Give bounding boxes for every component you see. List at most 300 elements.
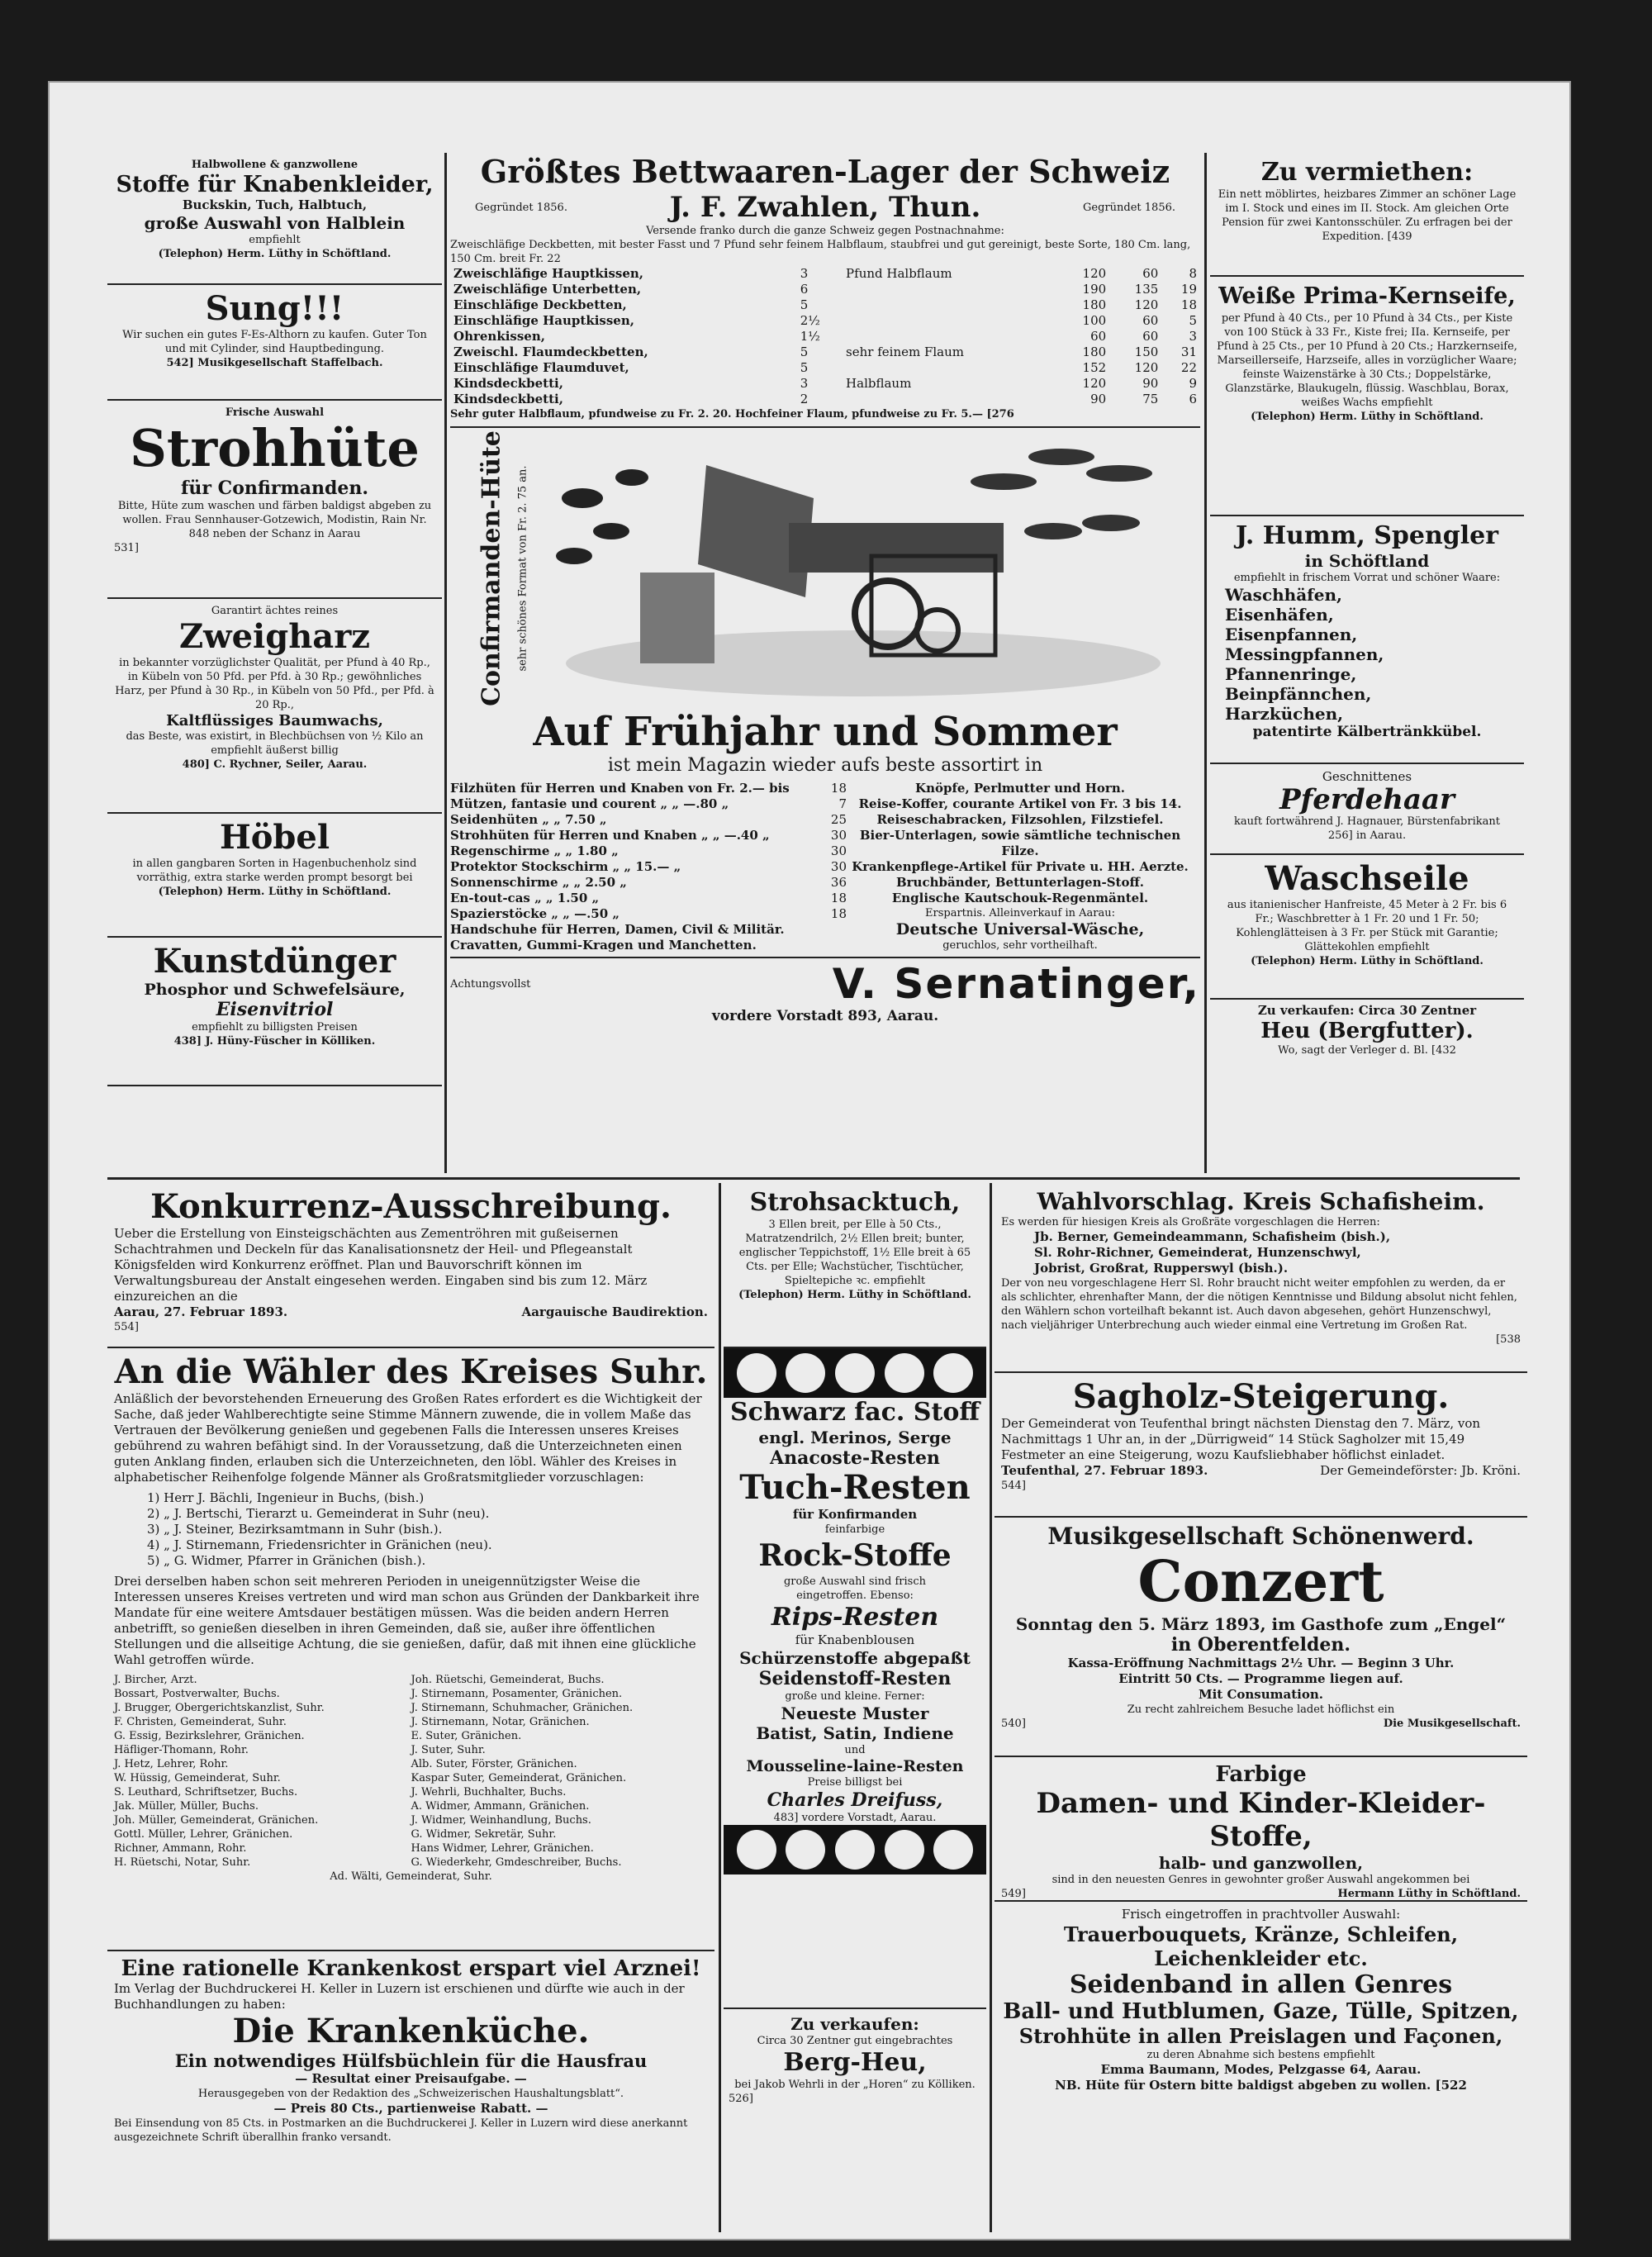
ad-line: große Auswahl von Halblein xyxy=(144,213,406,233)
signer-name: F. Christen, Gemeinderat, Suhr. xyxy=(114,1716,287,1728)
bettwaaren-cell xyxy=(843,329,1057,344)
item-line: Englische Kautschouk-Regenmäntel. xyxy=(891,891,1149,905)
item-label: Strohhüten für Herren und Knaben „ „ —.40 „ xyxy=(450,828,770,843)
ad-number: 549] xyxy=(1001,1888,1026,1900)
ad-line: patentirte Kälbertränkkübel. xyxy=(1252,724,1482,740)
bettwaaren-foot: Sehr guter Halbflaum, pfundweise zu Fr. 2. 20. Hochfeiner Flaum, pfundweise zu Fr. 5.— [276 xyxy=(450,408,1014,421)
ad-body: in bekannter vorzüglichster Qualität, per Pfund à 40 Rp., in Kübeln von 50 Pfd. per Pfd. à 30 Rp.; gewöhnliches Harz, per Pfund à 30 Rp., in Kübeln von 50 Pfd., per Pfd. à 20 Rp., xyxy=(115,657,434,711)
ad-line: Mit Consumation. xyxy=(1198,1687,1323,1702)
bettwaaren-row xyxy=(450,392,1200,407)
humm-item: Messingpfannen, xyxy=(1225,644,1384,664)
item-value: 36 xyxy=(830,875,847,890)
ad-footer: (Telephon) Herm. Lüthy in Schöftland. xyxy=(1251,411,1483,423)
ad-line: Frisch eingetroffen in prachtvoller Auswahl: xyxy=(1121,1907,1401,1922)
ad-pferdehaar xyxy=(1210,764,1524,855)
signer-name: Joh. Müller, Gemeinderat, Gränichen. xyxy=(114,1814,319,1827)
bettwaaren-cell: 180 xyxy=(1082,297,1107,312)
ad-sign: Die Musikgesellschaft. xyxy=(1383,1718,1521,1730)
bettwaaren-row xyxy=(450,313,1200,329)
signer-name: Alb. Suter, Förster, Gränichen. xyxy=(411,1758,577,1770)
bettwaaren-cell: 120 xyxy=(1134,297,1159,312)
ad-sign: Der Gemeindeförster: Jb. Kröni. xyxy=(1320,1463,1521,1478)
bettwaaren-table xyxy=(450,266,1200,407)
item-line xyxy=(450,891,847,906)
wasche-sub: geruchlos, sehr vortheilhaft. xyxy=(942,939,1098,952)
ad-line: Sonntag den 5. März 1893, im Gasthofe zum „Engel“ xyxy=(1015,1614,1507,1634)
ad-line: und xyxy=(844,1744,866,1756)
ad-line: empfiehlt xyxy=(249,234,301,246)
ad-strohhuete xyxy=(107,401,442,599)
ad-line: 483] vordere Vorstadt, Aarau. xyxy=(773,1812,937,1824)
ad-line: Kassa-Eröffnung Nachmittags 2½ Uhr. — Beginn 3 Uhr. xyxy=(1067,1656,1455,1670)
ad-bergheu xyxy=(724,2009,986,2111)
ad-sign: Hermann Lüthy in Schöftland. xyxy=(1337,1888,1521,1900)
ad-line: Zu recht zahlreichem Besuche ladet höflichst ein xyxy=(1127,1703,1395,1716)
ad-footer: 438] J. Hüny-Füscher in Kölliken. xyxy=(173,1035,376,1048)
ad-heading: Strohhüte xyxy=(130,418,420,478)
ad-heu xyxy=(1210,1000,1524,1061)
humm-item: Pfannenringe, xyxy=(1225,664,1357,684)
ad-heading: Kunstdünger xyxy=(153,942,396,981)
signer-address: vordere Vorstadt 893, Aarau. xyxy=(711,1008,939,1024)
ad-conzert xyxy=(995,1518,1527,1757)
bettwaaren-row xyxy=(450,297,1200,313)
ad-line: Strohhüte in allen Preislagen und Façonen, xyxy=(1018,2024,1503,2048)
ad-heading: Sagholz-Steigerung. xyxy=(1072,1377,1450,1416)
ad-hoebel xyxy=(107,814,442,938)
candidate-line: Sl. Rohr-Richner, Gemeinderat, Hunzenschwyl, xyxy=(1034,1245,1361,1260)
signer-name: Hans Widmer, Lehrer, Gränichen. xyxy=(411,1842,594,1855)
firm-name: J. F. Zwahlen, Thun. xyxy=(669,191,981,224)
item-line: Bruchbänder, Bettunterlagen-Stoff. xyxy=(895,875,1145,890)
ad-sagholz xyxy=(995,1373,1527,1518)
bettwaaren-cell: Pfund Halbflaum xyxy=(846,266,952,281)
signer-name: Joh. Rüetschi, Gemeinderat, Buchs. xyxy=(411,1674,605,1686)
ad-body: empfiehlt zu billigsten Preisen xyxy=(192,1021,358,1033)
bettwaaren-cell: 90 xyxy=(1090,392,1107,406)
bettwaaren-cell: Zweischl. Flaumdeckbetten, xyxy=(453,344,648,359)
signer-name: Gottl. Müller, Lehrer, Gränichen. xyxy=(114,1828,293,1841)
ad-krankenkueche xyxy=(107,1951,714,2216)
ad-heading: Waschseile xyxy=(1265,859,1469,898)
ad-sung xyxy=(107,285,442,401)
ad-body: per Pfund à 40 Cts., per 10 Pfund à 34 Cts., per Kiste von 100 Stück à 33 Fr., Kiste frei; IIa. Kernseife, per Pfund à 25 Cts., per 10 Pfund à 20 Cts.; Harzkernseife, Marseillerseife, Harzseife, alles in vorzüglicher Waare; feinste Waizenstärke à 30 Cts.; Doppelstärke, Glanzstärke, Blaukugeln, flüssig. Waschblau, Borax, weißes Wachs empfiehlt xyxy=(1217,312,1517,409)
bottom-right-column xyxy=(995,1183,1527,2232)
items-right xyxy=(847,781,1194,953)
ad-body: Wir suchen ein gutes F-Es-Althorn zu kaufen. Guter Ton und mit Cylinder, sind Hauptbedingung. xyxy=(122,329,427,355)
ad-line: Schwarz fac. Stoff xyxy=(730,1398,980,1427)
signer-name: J. Suter, Suhr. xyxy=(411,1744,486,1756)
ad-body: 3 Ellen breit, per Elle à 50 Cts., Matratzendrilch, 2½ Ellen breit; bunter, englischer Teppichstoff, 1½ Elle breit à 65 Cts. per Elle; Wachstücher, Tischtücher, Spieltepiche ꝛc. empfiehlt xyxy=(738,1219,971,1287)
ad-heading: Zu verkaufen: xyxy=(790,2014,919,2034)
candidate-line: 5) „ G. Widmer, Pfarrer in Gränichen (bish.). xyxy=(147,1553,426,1568)
bettwaaren-cell: 60 xyxy=(1142,313,1159,328)
bettwaaren-cell: Ohrenkissen, xyxy=(453,329,545,344)
bettwaaren-cell: 3 xyxy=(800,376,809,391)
ad-heading: Eine rationelle Krankenkost erspart viel Arznei! xyxy=(121,1956,701,1981)
bettwaaren-cell: 8 xyxy=(1189,266,1197,281)
column-rule xyxy=(1204,153,1207,1173)
ad-zweigharz xyxy=(107,599,442,814)
signer-name: G. Essig, Bezirkslehrer, Gränichen. xyxy=(114,1730,305,1742)
bettwaaren-cell: 2½ xyxy=(800,313,820,328)
ad-sub2: — Resultat einer Preisaufgabe. — xyxy=(295,2071,527,2086)
bettwaaren-cell: 9 xyxy=(1189,376,1197,391)
ad-body: Bitte, Hüte zum waschen und färben baldigst abgeben zu wollen. Frau Sennhauser-Gotzewich, Modistin, Rain Nr. 848 neben der Schanz in Aarau xyxy=(117,500,432,540)
ad-heading: Musikgesellschaft Schönenwerd. xyxy=(1047,1523,1474,1550)
founded-right: Gegründet 1856. xyxy=(1083,201,1175,214)
bettwaaren-cell: 6 xyxy=(800,282,809,297)
signer-last: Ad. Wälti, Gemeinderat, Suhr. xyxy=(330,1870,492,1883)
ad-footer: bei Jakob Wehrli in der „Horen“ zu Kölliken. xyxy=(734,2079,976,2091)
bettwaaren-cell xyxy=(843,297,1057,313)
signer-name: Jak. Müller, Müller, Buchs. xyxy=(114,1800,259,1813)
ad-price: — Preis 80 Cts., partienweise Rabatt. — xyxy=(273,2101,548,2116)
item-line xyxy=(450,828,847,843)
signer-name: J. Wehrli, Buchhalter, Buchs. xyxy=(411,1786,567,1798)
ad-subheading: Heu (Bergfutter). xyxy=(1260,1019,1474,1043)
fruehjahr-headline: Auf Frühjahr und Sommer xyxy=(533,709,1118,755)
ad-trauerbouquets xyxy=(995,1902,1527,2098)
ad-body: Im Verlag der Buchdruckerei H. Keller in Luzern ist erschienen und dürfte wie auch in der Buchhandlungen zu haben: xyxy=(114,1981,685,2012)
signer-name: S. Leuthard, Schriftsetzer, Buchs. xyxy=(114,1786,298,1798)
signer-name: G. Wiederkehr, Gmdeschreiber, Buchs. xyxy=(411,1856,622,1869)
bettwaaren-row xyxy=(450,266,1200,282)
ad-body: Bei Einsendung von 85 Cts. in Postmarken an die Buchdruckerei J. Keller in Luzern wird diese anerkannt ausgezeichnete Schrift überallhin franko versandt. xyxy=(114,2117,688,2144)
ad-line: Eintritt 50 Cts. — Programme liegen auf. xyxy=(1118,1671,1403,1686)
candidate-line: 1) Herr J. Bächli, Ingenieur in Buchs, (bish.) xyxy=(147,1490,425,1505)
item-value: 18 xyxy=(830,781,847,796)
bettwaaren-cell: Einschläfige Deckbetten, xyxy=(453,297,627,312)
center-column xyxy=(450,153,1200,1173)
bettwaaren-cell: Kindsdeckbetti, xyxy=(453,376,563,391)
bettwaaren-intro: Versende franko durch die ganze Schweiz gegen Postnachnahme: xyxy=(646,225,1004,237)
item-line: Cravatten, Gummi-Kragen und Manchetten. xyxy=(450,938,757,953)
bettwaaren-row xyxy=(450,344,1200,360)
signer-name: J. Stirnemann, Notar, Gränichen. xyxy=(411,1716,590,1728)
ad-footer: Wo, sagt der Verleger d. Bl. [432 xyxy=(1278,1044,1456,1057)
ad-line: Buckskin, Tuch, Halbtuch, xyxy=(182,197,368,212)
ad-body: Der Gemeinderat von Teufenthal bringt nächsten Dienstag den 7. März, von Nachmittags 1 Uhr an, in der „Dürrigweid“ 14 Stück Sagholzer mit 15,49 Festmeter an eine Steigerung, wozu Kaufsliebhaber höflichst einladet. xyxy=(1001,1416,1481,1462)
ad-body: Anläßlich der bevorstehenden Erneuerung des Großen Rates erfordert es die Wichtigkeit der Sache, daß jeder Wahlberechtigte seine Stimme Männern zuwende, die in vollem Maße das Vertrauen der Bevölkerung genießen und gegebenen Falls die Interessen unseres Kreises gebührend zu wahren befähigt sind. In der Voraussetzung, daß die Unterzeichneten einen guten Anklang finden, erlauben sich die Unterzeichneten, den löbl. Wähler des Kreises in alphabetischer Reihenfolge folgende Männer als Großratsmitglieder vorzuschlagen: xyxy=(114,1391,702,1485)
item-line xyxy=(450,843,847,859)
item-line xyxy=(450,875,847,891)
bettwaaren-cell: 60 xyxy=(1090,329,1107,344)
ad-subheading: Kaltflüssiges Baumwachs, xyxy=(166,712,383,729)
bettwaaren-cell: 31 xyxy=(1180,344,1197,359)
ad-body: Es werden für hiesigen Kreis als Großräte vorgeschlagen die Herren: xyxy=(1001,1216,1380,1228)
bettwaaren-cell: 150 xyxy=(1134,344,1159,359)
ad-subheading: für Confirmanden. xyxy=(180,478,369,499)
signer-name: H. Rüetschi, Notar, Suhr. xyxy=(114,1856,251,1869)
ad-line: Geschnittenes xyxy=(1322,769,1412,784)
candidate-line: 4) „ J. Stirnemann, Friedensrichter in Gränichen (neu). xyxy=(147,1537,492,1552)
ad-big: Berg-Heu, xyxy=(783,2048,927,2077)
signer-name: E. Suter, Gränichen. xyxy=(411,1730,522,1742)
bettwaaren-cell xyxy=(843,282,1057,297)
item-value: 18 xyxy=(830,891,847,905)
ad-footer: (Telephon) Herm. Lüthy in Schöftland. xyxy=(738,1289,971,1301)
bettwaaren-cell: 120 xyxy=(1082,376,1107,391)
bettwaaren-cell: Einschläfige Hauptkissen, xyxy=(453,313,634,328)
bottom-middle-column xyxy=(724,1183,986,2232)
item-label: En-tout-cas „ „ 1.50 „ xyxy=(450,891,600,905)
right-column xyxy=(1210,153,1524,1173)
item-value: 7 xyxy=(838,796,847,811)
signer-name: A. Widmer, Ammann, Gränichen. xyxy=(411,1800,590,1813)
candidate-line: Jb. Berner, Gemeindeammann, Schafisheim (bish.), xyxy=(1034,1229,1391,1244)
bettwaaren-cell: 135 xyxy=(1134,282,1159,297)
ad-number: 554] xyxy=(114,1321,139,1333)
item-label: Protektor Stockschirm „ „ 15.— „ xyxy=(450,859,681,874)
ad-line: Schürzenstoffe abgepaßt xyxy=(739,1648,971,1668)
bettwaaren-row xyxy=(450,282,1200,297)
ad-heading: Stoffe für Knabenkleider, xyxy=(116,172,434,197)
signer-name: G. Widmer, Sekretär, Suhr. xyxy=(411,1828,557,1841)
item-value: 30 xyxy=(830,843,847,858)
ad-line: Seidenstoff-Resten xyxy=(758,1668,952,1689)
ad-footer: (Telephon) Herm. Lüthy in Schöftland. xyxy=(1251,955,1483,967)
candidate-line: Jobrist, Großrat, Rupperswyl (bish.). xyxy=(1034,1261,1289,1276)
bettwaaren-cell: 60 xyxy=(1142,266,1159,281)
ad-body: Der von neu vorgeschlagene Herr Sl. Rohr braucht nicht weiter empfohlen zu werden, da er als schlichter, ehrenhafter Mann, der die nötigen Kenntnisse und Bildung absolut nicht fehlen, den Wählern schon vorteilhaft bekannt ist. Auch davon abgesehen, gehört Hunzenschwyl, nach vieljähriger Unterbrechung auch wieder einmal eine Vertretung im Großen Rat. xyxy=(1001,1277,1517,1332)
ad-number: [538 xyxy=(1496,1333,1521,1346)
ad-number: 544] xyxy=(1001,1480,1026,1492)
ad-line: für Konfirmanden xyxy=(792,1507,918,1522)
humm-item: Beinpfännchen, xyxy=(1225,684,1372,704)
item-label: Mützen, fantasie und courent „ „ —.80 „ xyxy=(450,796,729,811)
bettwaaren-cell: 5 xyxy=(800,297,809,312)
item-line: Knöpfe, Perlmutter und Horn. xyxy=(915,781,1125,796)
bettwaaren-cell: Zweischläfige Unterbetten, xyxy=(453,282,642,297)
bettwaaren-cell xyxy=(843,360,1057,376)
item-label: Regenschirme „ „ 1.80 „ xyxy=(450,843,619,858)
achtung: Achtungsvollst xyxy=(450,977,531,991)
signer: V. Sernatinger, xyxy=(832,960,1200,1008)
candidate-line: 2) „ J. Bertschi, Tierarzt u. Gemeinderat in Suhr (neu). xyxy=(147,1506,490,1521)
item-line xyxy=(450,796,847,812)
bettwaaren-cell: 1½ xyxy=(800,329,820,344)
confirmanden-vertical xyxy=(450,428,533,709)
humm-item: Harzküchen, xyxy=(1225,704,1344,724)
ad-line: zu deren Abnahme sich bestens empfiehlt xyxy=(1146,2049,1375,2061)
column-rule xyxy=(444,153,447,1173)
ad-nb: NB. Hüte für Ostern bitte baldigst abgeben zu wollen. [522 xyxy=(1055,2078,1467,2093)
ad-subheading: Eisenvitriol xyxy=(216,999,334,1020)
ad-kunstduenger xyxy=(107,938,442,1086)
ad-place: Teufenthal, 27. Februar 1893. xyxy=(1001,1463,1208,1478)
ad-footer: 542] Musikgesellschaft Staffelbach. xyxy=(166,357,383,369)
ad-sign: Aargauische Baudirektion. xyxy=(521,1304,708,1319)
ad-line: Anacoste-Resten xyxy=(770,1447,940,1469)
signer-name: Bossart, Postverwalter, Buchs. xyxy=(114,1688,280,1700)
item-label: Filzhüten für Herren und Knaben von Fr. 2.— bis xyxy=(450,781,790,796)
ad-body: aus itanienischer Hanfreiste, 45 Meter à 2 Fr. bis 6 Fr.; Waschbretter à 1 Fr. 20 und 1 Fr. 50; Kohlenglätteisen à 3 Fr. per Stück mit Garantie; Glättekohlen empfiehlt xyxy=(1227,899,1507,953)
ad-line: in Oberentfelden. xyxy=(1170,1634,1351,1656)
bettwaaren-cell: 100 xyxy=(1082,313,1107,328)
ad-heading: J. Humm, Spengler xyxy=(1235,521,1499,550)
ad-heading: Strohsacktuch, xyxy=(749,1188,961,1217)
ad-line: Rock-Stoffe xyxy=(758,1538,952,1573)
ad-subheading: Phosphor und Schwefelsäure, xyxy=(144,981,406,999)
bettwaaren-cell: 5 xyxy=(1189,313,1197,328)
bettwaaren-cell: sehr feinem Flaum xyxy=(846,344,965,359)
items-left xyxy=(450,781,847,953)
ad-footer: (Telephon) Herm. Lüthy in Schöftland. xyxy=(158,248,392,260)
bettwaaren-cell xyxy=(843,313,1057,329)
ad-line: Garantirt ächtes reines xyxy=(211,605,339,617)
item-line xyxy=(450,906,847,922)
item-value: 30 xyxy=(830,859,847,874)
ad-place: Aarau, 27. Februar 1893. xyxy=(114,1304,288,1319)
ad-humm xyxy=(1210,516,1524,764)
bettwaaren-cell: 2 xyxy=(800,392,809,406)
ad-strohsacktuch xyxy=(724,1183,986,1348)
bettwaaren-cell: 3 xyxy=(1189,329,1197,344)
ad-line: engl. Merinos, Serge xyxy=(758,1428,952,1447)
ad-footer: 480] C. Rychner, Seiler, Aarau. xyxy=(182,758,368,771)
signer-name: J. Bircher, Arzt. xyxy=(114,1674,197,1686)
bettwaaren-cell: 190 xyxy=(1082,282,1107,297)
section-rule xyxy=(107,1177,1520,1180)
item-label: Spazierstöcke „ „ —.50 „ xyxy=(450,906,620,921)
ad-kernseife xyxy=(1210,277,1524,516)
ad-heading: Sung!!! xyxy=(205,289,344,328)
item-line: Handschuhe für Herren, Damen, Civil & Militär. xyxy=(450,922,785,937)
ad-dreifuss xyxy=(724,1348,986,2009)
left-column xyxy=(107,153,442,1161)
ad-line: Rips-Resten xyxy=(771,1603,939,1632)
bettwaaren-cell: Kindsdeckbetti, xyxy=(453,392,563,406)
ad-subheading: in Schöftland xyxy=(1304,551,1430,571)
bettwaaren-cell xyxy=(843,392,1057,407)
bettwaaren-intro2: Zweischläfige Deckbetten, mit bester Fasst und 7 Pfund sehr feinem Halbflaum, staubfrei und gut gereinigt, beste Sorte, 180 Cm. lang, 150 Cm. breit Fr. 22 xyxy=(450,239,1191,265)
hat-machine-illustration xyxy=(541,432,1185,705)
humm-item: Waschhäfen, xyxy=(1225,585,1342,605)
signer-name: Häfliger-Thomann, Rohr. xyxy=(114,1744,249,1756)
ad-line: Seidenband in allen Genres xyxy=(1069,1970,1453,1999)
ad-big: Conzert xyxy=(1137,1549,1384,1615)
ad-heading: Damen- und Kinder-Kleider-Stoffe, xyxy=(1036,1787,1486,1853)
ad-body: Drei derselben haben schon seit mehreren Perioden in uneigennützigster Weise die Interessen unseres Kreises vertreten und wird man schon aus Gründen der Dankbarkeit ihre Mandate für eine weitere Amtsdauer bestätigen müssen. Was die beiden andern Herren anbetrifft, so genießen dieselben in ihren Gemeinden, daß sie, außer ihre öffentlichen Stellungen und die allseitige Achtung, die sie genießen, dafür, daß mit ihnen eine glückliche Wahl getroffen würde. xyxy=(114,1574,700,1667)
bettwaaren-cell: 5 xyxy=(800,344,809,359)
bettwaaren-row xyxy=(450,376,1200,392)
signer-name: Kaspar Suter, Gemeinderat, Gränichen. xyxy=(411,1772,627,1784)
signer-name: W. Hüssig, Gemeinderat, Suhr. xyxy=(114,1772,281,1784)
ad-line: Trauerbouquets, Kränze, Schleifen, Leichenkleider etc. xyxy=(1063,1922,1459,1970)
ad-heading: Konkurrenz-Ausschreibung. xyxy=(150,1187,672,1226)
ad-heading: An die Wähler des Kreises Suhr. xyxy=(114,1352,708,1391)
ad-line: Mousseline-laine-Resten xyxy=(746,1757,964,1775)
bettwaaren-cell: 5 xyxy=(800,360,809,375)
signer-name: J. Stirnemann, Posamenter, Gränichen. xyxy=(411,1688,623,1700)
founded-left: Gegründet 1856. xyxy=(475,201,567,214)
ad-line: feinfarbige xyxy=(824,1523,885,1536)
column-rule xyxy=(719,1183,721,2232)
bettwaaren-cell: 19 xyxy=(1180,282,1197,297)
humm-item: Eisenpfannen, xyxy=(1225,625,1358,644)
ad-number: 531] xyxy=(114,542,139,554)
ad-knabenkleider xyxy=(107,153,442,285)
ad-body: Ein nett möblirtes, heizbares Zimmer an schöner Lage im I. Stock und eines im II. Stock. Am gleichen Orte Pension für zwei Kantonsschüler. Zu erfragen bei der Expedition. [439 xyxy=(1218,188,1517,243)
ad-body: sind in den neuesten Genres in gewohnter großer Auswahl angekommen bei xyxy=(1051,1874,1470,1886)
bettwaaren-cell: 90 xyxy=(1142,376,1159,391)
ad-body: Circa 30 Zentner gut eingebrachtes xyxy=(757,2035,953,2047)
bettwaaren-cell: 60 xyxy=(1142,329,1159,344)
item-line: Reise-Koffer, courante Artikel von Fr. 3 bis 14. xyxy=(858,796,1182,811)
ad-line: große und kleine. Ferner: xyxy=(785,1690,925,1703)
item-label: Seidenhüten „ „ 7.50 „ xyxy=(450,812,607,827)
bettwaaren-cell: 3 xyxy=(800,266,809,281)
ad-footer: 256] in Aarau. xyxy=(1327,829,1407,842)
ad-line: Preise billigst bei xyxy=(807,1776,903,1789)
item-value: 18 xyxy=(830,906,847,921)
ad-konkurrenz xyxy=(107,1183,714,1348)
column-rule xyxy=(990,1183,992,2232)
ad-number: 540] xyxy=(1001,1718,1026,1730)
item-line: Reiseschabracken, Filzsohlen, Filzstiefel. xyxy=(876,812,1164,827)
ad-body: das Beste, was existirt, in Blechbüchsen von ½ Kilo an empfiehlt äußerst billig xyxy=(126,730,424,757)
item-value: 30 xyxy=(830,828,847,843)
bettwaaren-cell: 152 xyxy=(1082,360,1107,375)
ad-line: Neueste Muster xyxy=(781,1703,929,1723)
ad-line: große Auswahl sind frisch eingetroffen. Ebenso: xyxy=(783,1575,926,1602)
bettwaaren-cell: Einschläfige Flaumduvet, xyxy=(453,360,629,375)
item-label: Sonnenschirme „ „ 2.50 „ xyxy=(450,875,627,890)
bettwaaren-cell: 18 xyxy=(1180,297,1197,312)
ad-heading: Zweigharz xyxy=(178,617,371,656)
signer-name: J. Stirnemann, Schuhmacher, Gränichen. xyxy=(411,1702,634,1714)
ad-heading: Zu vermiethen: xyxy=(1260,158,1474,187)
ad-book: Die Krankenküche. xyxy=(232,2012,590,2050)
vertical-sub: sehr schönes Format von Fr. 2. 75 an. xyxy=(516,465,529,672)
signer-name: Richner, Ammann, Rohr. xyxy=(114,1842,247,1855)
ad-heading: Zu verkaufen: Circa 30 Zentner xyxy=(1257,1003,1477,1018)
candidate-line: 3) „ J. Steiner, Bezirksamtmann in Suhr (bish.). xyxy=(147,1522,443,1537)
decorative-dots xyxy=(724,1825,986,1874)
bettwaaren-cell: 120 xyxy=(1134,360,1159,375)
ad-vermiethen xyxy=(1210,153,1524,277)
wasche: Deutsche Universal-Wäsche, xyxy=(895,920,1145,938)
ad-waehler-suhr xyxy=(107,1348,714,1951)
ad-footer: (Telephon) Herm. Lüthy in Schöftland. xyxy=(158,886,392,898)
ad-heading: Höbel xyxy=(219,818,330,857)
newspaper-page xyxy=(50,83,1569,2239)
item-line xyxy=(450,812,847,828)
bettwaaren-row xyxy=(450,360,1200,376)
ad-line: Tuch-Resten xyxy=(739,1468,971,1507)
signer-name: J. Hetz, Lehrer, Rohr. xyxy=(114,1758,229,1770)
decorative-dots xyxy=(724,1348,986,1398)
signer-name: J. Widmer, Weinhandlung, Buchs. xyxy=(411,1814,591,1827)
item-line: Krankenpflege-Artikel für Private u. HH. Aerzte. xyxy=(852,859,1189,874)
ad-line: Ball- und Hutblumen, Gaze, Tülle, Spitzen, xyxy=(1003,1999,1519,2024)
ad-heading: Weiße Prima-Kernseife, xyxy=(1218,283,1516,309)
ad-line: für Knabenblousen xyxy=(795,1632,915,1647)
ad-wahlvorschlag xyxy=(995,1183,1527,1373)
item-line: Bier-Unterlagen, sowie sämtliche technischen Filze. xyxy=(859,828,1181,858)
ad-line: Charles Dreifuss, xyxy=(767,1789,943,1811)
item-line xyxy=(450,859,847,875)
bettwaaren-cell: 22 xyxy=(1180,360,1197,375)
ad-body: Ueber die Erstellung von Einsteigschächten aus Zementröhren mit gußeisernen Schachtrahmen und Deckeln für das Kanalisationsnetz der Heil- und Pflegeanstalt Königsfelden wird Konkurrenz eröffnet. Plan und Bauvorschrift können im Verwaltungsbureau der Anstalt eingesehen werden. Eingaben sind bis zum 12. März einzureichen an die xyxy=(114,1226,648,1304)
fruehjahr-subline: ist mein Magazin wieder aufs beste assortirt in xyxy=(607,755,1043,776)
ad-line: Frische Auswahl xyxy=(225,406,325,419)
ad-line: Halbwollene & ganzwollene xyxy=(191,159,358,171)
ad-body: kauft fortwährend J. Hagnauer, Bürstenfabrikant xyxy=(1234,815,1500,828)
item-line xyxy=(450,781,847,796)
signer-name: J. Brugger, Obergerichtskanzlist, Suhr. xyxy=(114,1702,325,1714)
